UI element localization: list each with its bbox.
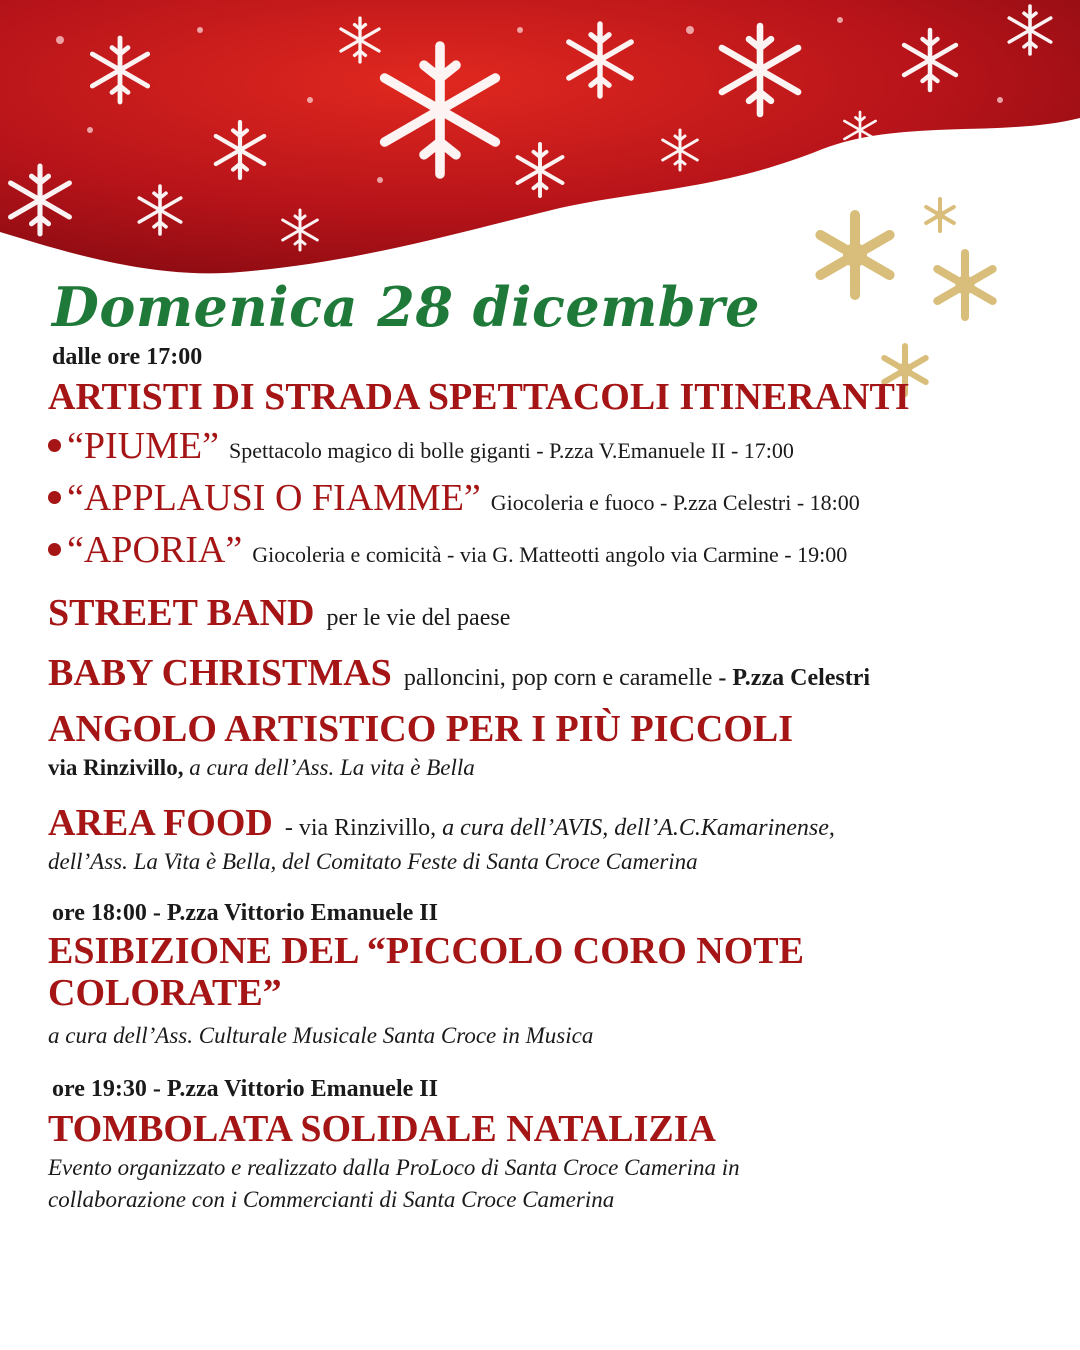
start-time: dalle ore 17:00 [52, 344, 203, 370]
baby-christmas-place: - P.zza Celestri [718, 665, 871, 691]
list-item [48, 424, 1048, 472]
tombolata-credit-2: collaborazione con i Commercianti di Santa Croce Camerina [48, 1187, 615, 1212]
baby-christmas-desc: palloncini, pop corn e caramelle [403, 665, 713, 691]
angolo-details [48, 752, 1048, 784]
coro-heading-2: COLORATE” [48, 972, 282, 1014]
list-item [48, 528, 1048, 576]
angolo-heading: ANGOLO ARTISTICO PER I PIÙ PICCOLI [48, 708, 794, 750]
area-food-credit: a cura dell’AVIS, dell’A.C.Kamarinense, [442, 815, 835, 841]
list-item [48, 476, 1048, 524]
coro-time: ore 18:00 - P.zza Vittorio Emanuele II [52, 900, 438, 926]
show-desc: Giocoleria e comicità - via G. Matteotti angolo via Carmine - 19:00 [252, 542, 848, 567]
angolo-credit: a cura dell’Ass. La vita è Bella [189, 755, 475, 780]
show-desc: Spettacolo magico di bolle giganti - P.zza V.Emanuele II - 17:00 [228, 438, 794, 463]
coro-credit: a cura dell’Ass. Culturale Musicale Santa Croce in Musica [48, 1023, 594, 1048]
page-title: Domenica 28 dicembre [52, 275, 760, 339]
artists-heading: ARTISTI DI STRADA SPETTACOLI ITINERANTI [48, 376, 910, 418]
angolo-place: via Rinzivillo, [48, 755, 184, 780]
baby-christmas-heading: BABY CHRISTMAS [48, 652, 392, 694]
bullet-icon [48, 439, 61, 452]
event-program [48, 272, 1048, 1216]
area-food-place: - via Rinzivillo, [284, 815, 437, 841]
tombolata-credit-1: Evento organizzato e realizzato dalla ProLoco di Santa Croce Camerina in [48, 1155, 740, 1180]
bullet-icon [48, 543, 61, 556]
show-name: “APORIA” [67, 529, 243, 571]
show-desc: Giocoleria e fuoco - P.zza Celestri - 18:00 [490, 490, 860, 515]
area-food-credit-2: dell’Ass. La Vita è Bella, del Comitato Feste di Santa Croce Camerina [48, 849, 698, 874]
show-name: “APPLAUSI O FIAMME” [67, 477, 481, 519]
area-food-row [48, 798, 1048, 846]
coro-heading-1: ESIBIZIONE DEL “PICCOLO CORO NOTE [48, 930, 804, 972]
baby-christmas-row [48, 648, 1048, 696]
street-band-row [48, 588, 1048, 636]
show-name: “PIUME” [67, 425, 219, 467]
tombolata-heading: TOMBOLATA SOLIDALE NATALIZIA [48, 1108, 716, 1150]
tombolata-time: ore 19:30 - P.zza Vittorio Emanuele II [52, 1076, 438, 1102]
bullet-icon [48, 491, 61, 504]
street-band-heading: STREET BAND [48, 592, 315, 634]
area-food-heading: AREA FOOD [48, 802, 273, 844]
street-band-desc: per le vie del paese [326, 605, 511, 631]
